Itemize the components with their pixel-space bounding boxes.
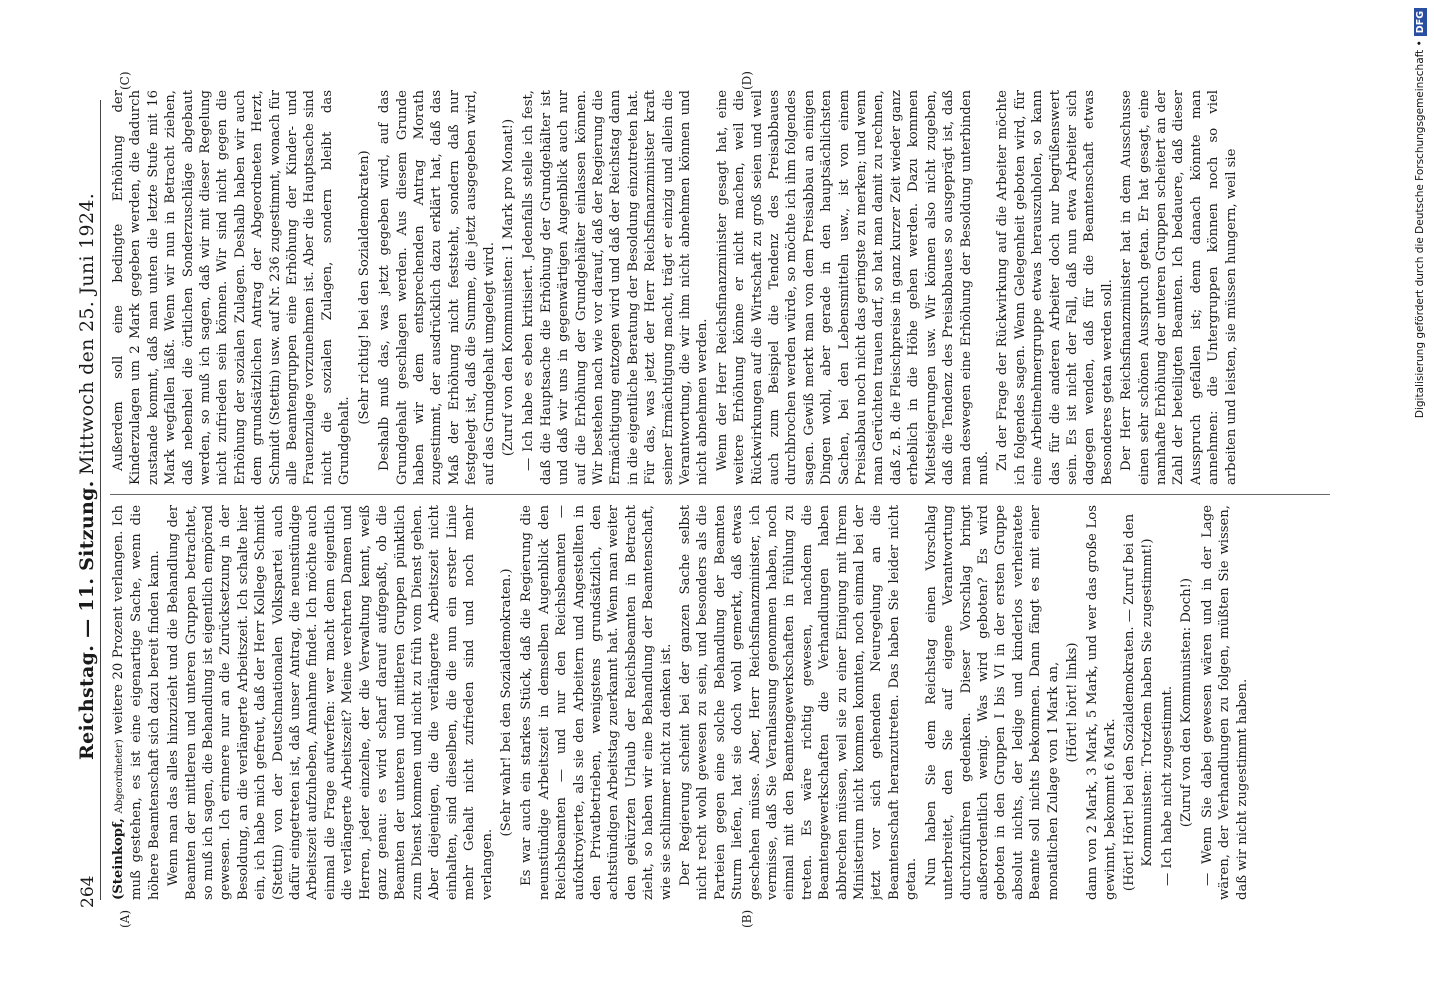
paragraph: Außerdem soll eine bedingte Erhöhung der Kinderzulagen um 2 Mark gegeben werden, die dadurch zustande kommt, daß man unten die letzte Stufe mit 16 Mark wegfallen läßt. Wenn wir nun in Betracht ziehen, daß nebenbei die örtlichen Sonderzuschläge abgebaut werden, so muß ich sagen, daß wir mit dieser Regelung nicht zufrieden sein können. Wir sind nicht gegen die Erhöhung der sozialen Zulagen. Deshalb haben wir auch dem grundsätzlichen Antrag der Abgeordneten Herzt, Schmidt (Stettin) usw. auf Nr. 236 zugestimmt, wonach für alle Beamtengruppen eine Erhöhung der Kinder- und Frauenzulage vorzunehmen ist. Aber die Hauptsache sind nicht die sozialen Zulagen, sondern bleibt das Grundgehalt. (111, 90, 353, 485)
margin-marker-b: (B) (740, 909, 754, 928)
left-opening-paragraph (110, 505, 163, 900)
header-date: Mittwoch den 25. Juni 1924. (76, 192, 98, 475)
paragraph: Nun haben Sie dem Reichstag einen Vorschlag unterbreitet, den Sie auf eigene Verantwortung durchzuführen gedenken. Dieser Vorschlag bringt außerordentlich wenig. Was wird geboten? Es wird geboten in den Gruppen I bis VI in der ersten Gruppe absolut nichts, der ledige und kinderlos verheiratete Beamte soll nichts bekommen. Dann fängt es mit einer monatlichen Zulage von 1 Mark an, (923, 505, 1061, 900)
right-text-column (110, 90, 1340, 485)
page-header (60, 50, 100, 930)
paragraph: — Wenn Sie dabei gewesen wären und in der Lage wären, der Verhandlungen zu folgen, müßten Sie wissen, daß wir nicht zugestimmt haben. (1199, 505, 1250, 900)
paragraph: — Ich habe es eben kritisiert. Jedenfalls stelle ich fest, daß die Hauptsache die Erhöhung der Grundgehälter ist und daß wir uns in gegenwärtigen Augenblick auch nur auf die Erhöhung der Grundgehälter einlassen können. Wir bestehen nach wie vor darauf, daß der Regierung die Ermächtigung entzogen wird und daß der Reichstag dann in die eigentliche Beratung der Besoldung einzutreten hat. Für das, was jetzt der Herr Reichsfinanzminister kraft seiner Ermächtigung macht, trägt er einzig und allein die Verantwortung, die wir ihm nicht abnehmen können und nicht abnehmen werden. (521, 90, 711, 485)
page-number: 264 (78, 875, 98, 908)
column-separator (110, 494, 1330, 495)
dfg-logo: DFG (1414, 8, 1427, 36)
paragraph-text: weitere 20 Prozent verlangen. Ich muß gestehen, es ist eine eigenartige Sache, wenn die höhere Beamtenschaft sich dazu bereit finden kann. (111, 505, 162, 900)
paragraph: Deshalb muß das, was jetzt gegeben wird, auf das Grundgehalt geschlagen werden. Aus diesem Grunde haben wir dem entsprechenden Antrag Morath zugestimmt, der ausdrücklich dazu erklärt hat, daß das Maß der Erhöhung nicht feststeht, sondern daß nur festgelegt ist, daß die Summe, die jetzt ausgegeben wird, auf das Grundgehalt umgelegt wird. (377, 90, 497, 485)
interjection: (Zuruf von den Kommunisten: Doch!) (1179, 577, 1195, 828)
paragraph: Wenn der Herr Reichsfinanzminister gesagt hat, eine weitere Erhöhung könne er nicht machen, weil die Rückwirkungen auf die Wirtschaft zu groß seien und weil auch zum Beispiel die Tendenz des Preisabbaues durchbrochen werden würde, so möchte ich ihm folgendes sagen. Gewiß merkt man von dem Preisabbau an einigen Dingen wohl, aber gerade in den hauptsächlichsten Sachen, bei den Lebensmitteln usw., ist von einem Preisabbau noch nicht das geringste zu merken; und wenn man Gerüchten trauen darf, so hat man damit zu rechnen, daß z. B. die Fleischpreise in ganz kurzer Zeit wieder ganz erheblich in die Höhe gehen werden. Dazu kommen Mietsteigerungen usw. Wir können also nicht zugeben, daß die Tendenz des Preisabbaues so ausgeprägt ist, daß man deswegen eine Erhöhung der Besoldung unterbinden muß. (714, 90, 991, 485)
credit-text: Digitalisierung gefördert durch die Deutsche Forschungsgemeinschaft • (1414, 40, 1426, 419)
interjection: (Sehr richtig! bei den Sozialdemokraten) (356, 150, 372, 425)
header-session-title: Reichstag. — 11. Sitzung. (76, 480, 98, 760)
interjection: (Hört! Hört! bei den Sozialdemokraten. — Zuruf bei den Kommunisten: Trotzdem haben Sie zugestimmt!) (1122, 513, 1155, 892)
paragraph: Zu der Frage der Rückwirkung auf die Arbeiter möchte ich folgendes sagen. Wenn Gelegenheit geboten wird, für eine Arbeitnehmergruppe etwas herauszuholen, so kann das für die anderen Arbeiter doch nur begrüßenswert sein. Es ist nicht der Fall, daß nun etwa Arbeiter sich dagegen wenden, daß für die Beamtenschaft etwas Besonderes getan werden soll. (995, 90, 1115, 485)
digitization-credit (1410, 8, 1430, 988)
interjection: (Zuruf von den Kommunisten: 1 Mark pro Monat!) (500, 118, 516, 457)
paragraph: Der Herr Reichsfinanzminister hat in dem Ausschusse einen sehr schönen Ausspruch getan. Er hat gesagt, eine namhafte Erhöhung der unteren Gruppen scheitert an der Zahl der beteiligten Beamten. Ich bedauere, daß dieser Ausspruch gefallen ist; denn danach könnte man annehmen: die Untergruppen können noch so viel arbeiten und leisten, sie müssen hungern, weil sie (1119, 90, 1239, 485)
margin-marker-a: (A) (118, 909, 132, 928)
margin-marker-c: (C) (118, 71, 132, 90)
margin-marker-d: (D) (740, 71, 754, 90)
interjection: (Sehr wahr! bei den Sozialdemokraten.) (498, 568, 514, 837)
speaker-role: Abgeordneter) (114, 739, 125, 814)
left-text-column (110, 505, 1340, 900)
header-rule (100, 100, 101, 900)
paragraph: Es war auch ein starkes Stück, daß die Regierung die neunstündige Arbeitszeit in demselben Augenblick den Reichsbeamten — und nur den Reichsbeamten — aufoktroyierte, als sie den Arbeitern und Angestellten in den Privatbetrieben, wenigstens grundsätzlich, den achtstündigen Arbeitstag zuerkannt hat. Wenn man weiter den gekürzten Urlaub der Reichsbeamten in Betracht zieht, so haben wir eine Behandlung der Beamtenschaft, wie sie schlimmer nicht zu denken ist. (519, 505, 674, 900)
paragraph: — Ich habe nicht zugestimmt. (1159, 685, 1175, 886)
interjection: (Hört! hört! links) (1064, 642, 1080, 763)
paragraph: Der Regierung scheint bei der ganzen Sache selbst nicht recht wohl gewesen zu sein, und besonders als die Parteien gegen eine solche Behandlung der Beamten Sturm liefen, hat sie doch wohl gemerkt, daß etwas geschehen müsse. Aber, Herr Reichsfinanzminister, ich vermisse, daß Sie Veranlassung genommen haben, noch einmal mit den Beamtengewerkschaften in Fühlung zu treten. Es wäre richtig gewesen, nachdem die Beamtengewerkschaften die Verhandlungen haben abbrechen müssen, weil sie zu einer Einigung mit Ihrem Ministerium nicht kommen konnten, noch einmal bei der jetzt vor sich gehenden Neuregelung an die Beamtenschaft heranzutreten. Das haben Sie leider nicht getan. (678, 505, 920, 900)
speaker-name: (Steinkopf, (111, 818, 126, 900)
paragraph: dann von 2 Mark, 3 Mark, 5 Mark, und wer das große Los gewinnt, bekommt 6 Mark. (1085, 505, 1118, 900)
paragraph: Wenn man das alles hinzuzieht und die Behandlung der Beamten der mittleren und unteren Gruppen betrachtet, so muß ich sagen, die Behandlung ist eigentlich empörend gewesen. Ich erinnere nur an die Zurücksetzung in der Besoldung, an die verlängerte Arbeitszeit. Ich schalte hier ein, ich habe mich gefreut, daß der Herr Kollege Schmidt (Stettin) von der Deutschnationalen Volkspartei auch dafür eingetreten ist, daß unser Antrag, die neunstündige Arbeitszeit aufzuheben, Annahme findet. Ich möchte auch einmal die Frage aufwerfen: wer macht denn eigentlich die verlängerte Arbeitszeit? Meine verehrten Damen und Herren, jeder einzelne, der die Verwaltung kennt, weiß ganz genau: es wird scharf darauf aufgepaßt, ob die Beamten der unteren und mittleren Gruppen pünktlich zum Dienst kommen und nicht zu früh vom Dienst gehen. Aber diejenigen, die die verlängerte Arbeitszeit nicht einhalten, sind dieselben, die die nun ein erster Linie mehr Gehalt nicht zufrieden sind und noch mehr verlangen. (166, 505, 495, 900)
